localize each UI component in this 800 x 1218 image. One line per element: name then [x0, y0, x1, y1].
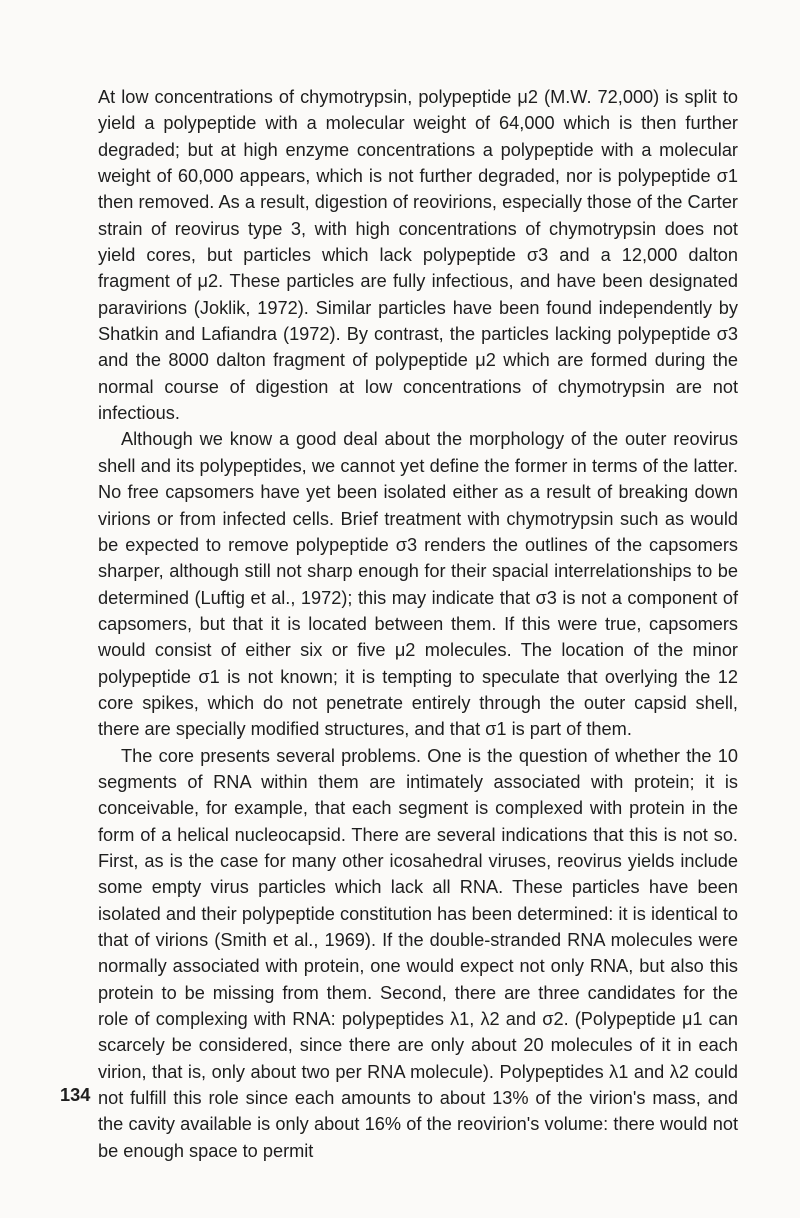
page-body — [98, 84, 738, 1164]
page-number: 134 — [60, 1085, 91, 1105]
paragraph-2: Although we know a good deal about the morphology of the outer reovirus shell and its polypeptides, we cannot yet define the former in terms of the latter. No free capsomers have yet been isolated either as a result of breaking down virions or from infected cells. Brief treatment with chymotrypsin such as would be expected to remove polypeptide σ3 renders the outlines of the capsomers sharper, although still not sharp enough for their spacial interrelationships to be determined (Luftig et al., 1972); this may indicate that σ3 is not a component of capsomers, but that it is located between them. If this were true, capsomers would consist of either six or five μ2 molecules. The location of the minor polypeptide σ1 is not known; it is tempting to speculate that overlying the 12 core spikes, which do not penetrate entirely through the outer capsid shell, there are specially modified structures, and that σ1 is part of them. — [98, 429, 738, 740]
paragraph-3: The core presents several problems. One is the question of whether the 10 segments of RNA within them are intimately associated with protein; it is conceivable, for example, that each segment is complexed with protein in the form of a helical nucleocapsid. There are several indications that this is not so. First, as is the case for many other icosahedral viruses, reovirus yields include some empty virus particles which lack all RNA. These particles have been isolated and their polypeptide constitution has been determined: it is identical to that of virions (Smith et al., 1969). If the double-stranded RNA molecules were normally associated with protein, one would expect not only RNA, but also this protein to be missing from them. Second, there are three candidates for the role of complexing with RNA: polypeptides λ1, λ2 and σ2. (Polypeptide μ1 can scarcely be considered, since there are only about 20 molecules of it in each virion, that is, only about two per RNA molecule). Polypeptides λ1 and λ2 could not fulfill this role since each amounts to about 13% of the virion's mass, and the cavity available is only about 16% of the reovirion's volume: there would not be enough space to permit — [98, 745, 738, 1161]
paragraph-1: At low concentrations of chymotrypsin, polypeptide μ2 (M.W. 72,000) is split to yield a polypeptide with a molecular weight of 64,000 which is then further degraded; but at high enzyme concentrations a polypeptide with a molecular weight of 60,000 appears, which is not further degraded, nor is polypeptide σ1 then removed. As a result, digestion of reovirions, especially those of the Carter strain of reovirus type 3, with high concentrations of chymotrypsin does not yield cores, but particles which lack polypeptide σ3 and a 12,000 dalton fragment of μ2. These particles are fully infectious, and have been designated paravirions (Joklik, 1972). Similar particles have been found independently by Shatkin and Lafiandra (1972). By contrast, the particles lacking polypeptide σ3 and the 8000 dalton fragment of polypeptide μ2 which are formed during the normal course of digestion at low concentrations of chymotrypsin are not infectious. — [98, 87, 738, 424]
